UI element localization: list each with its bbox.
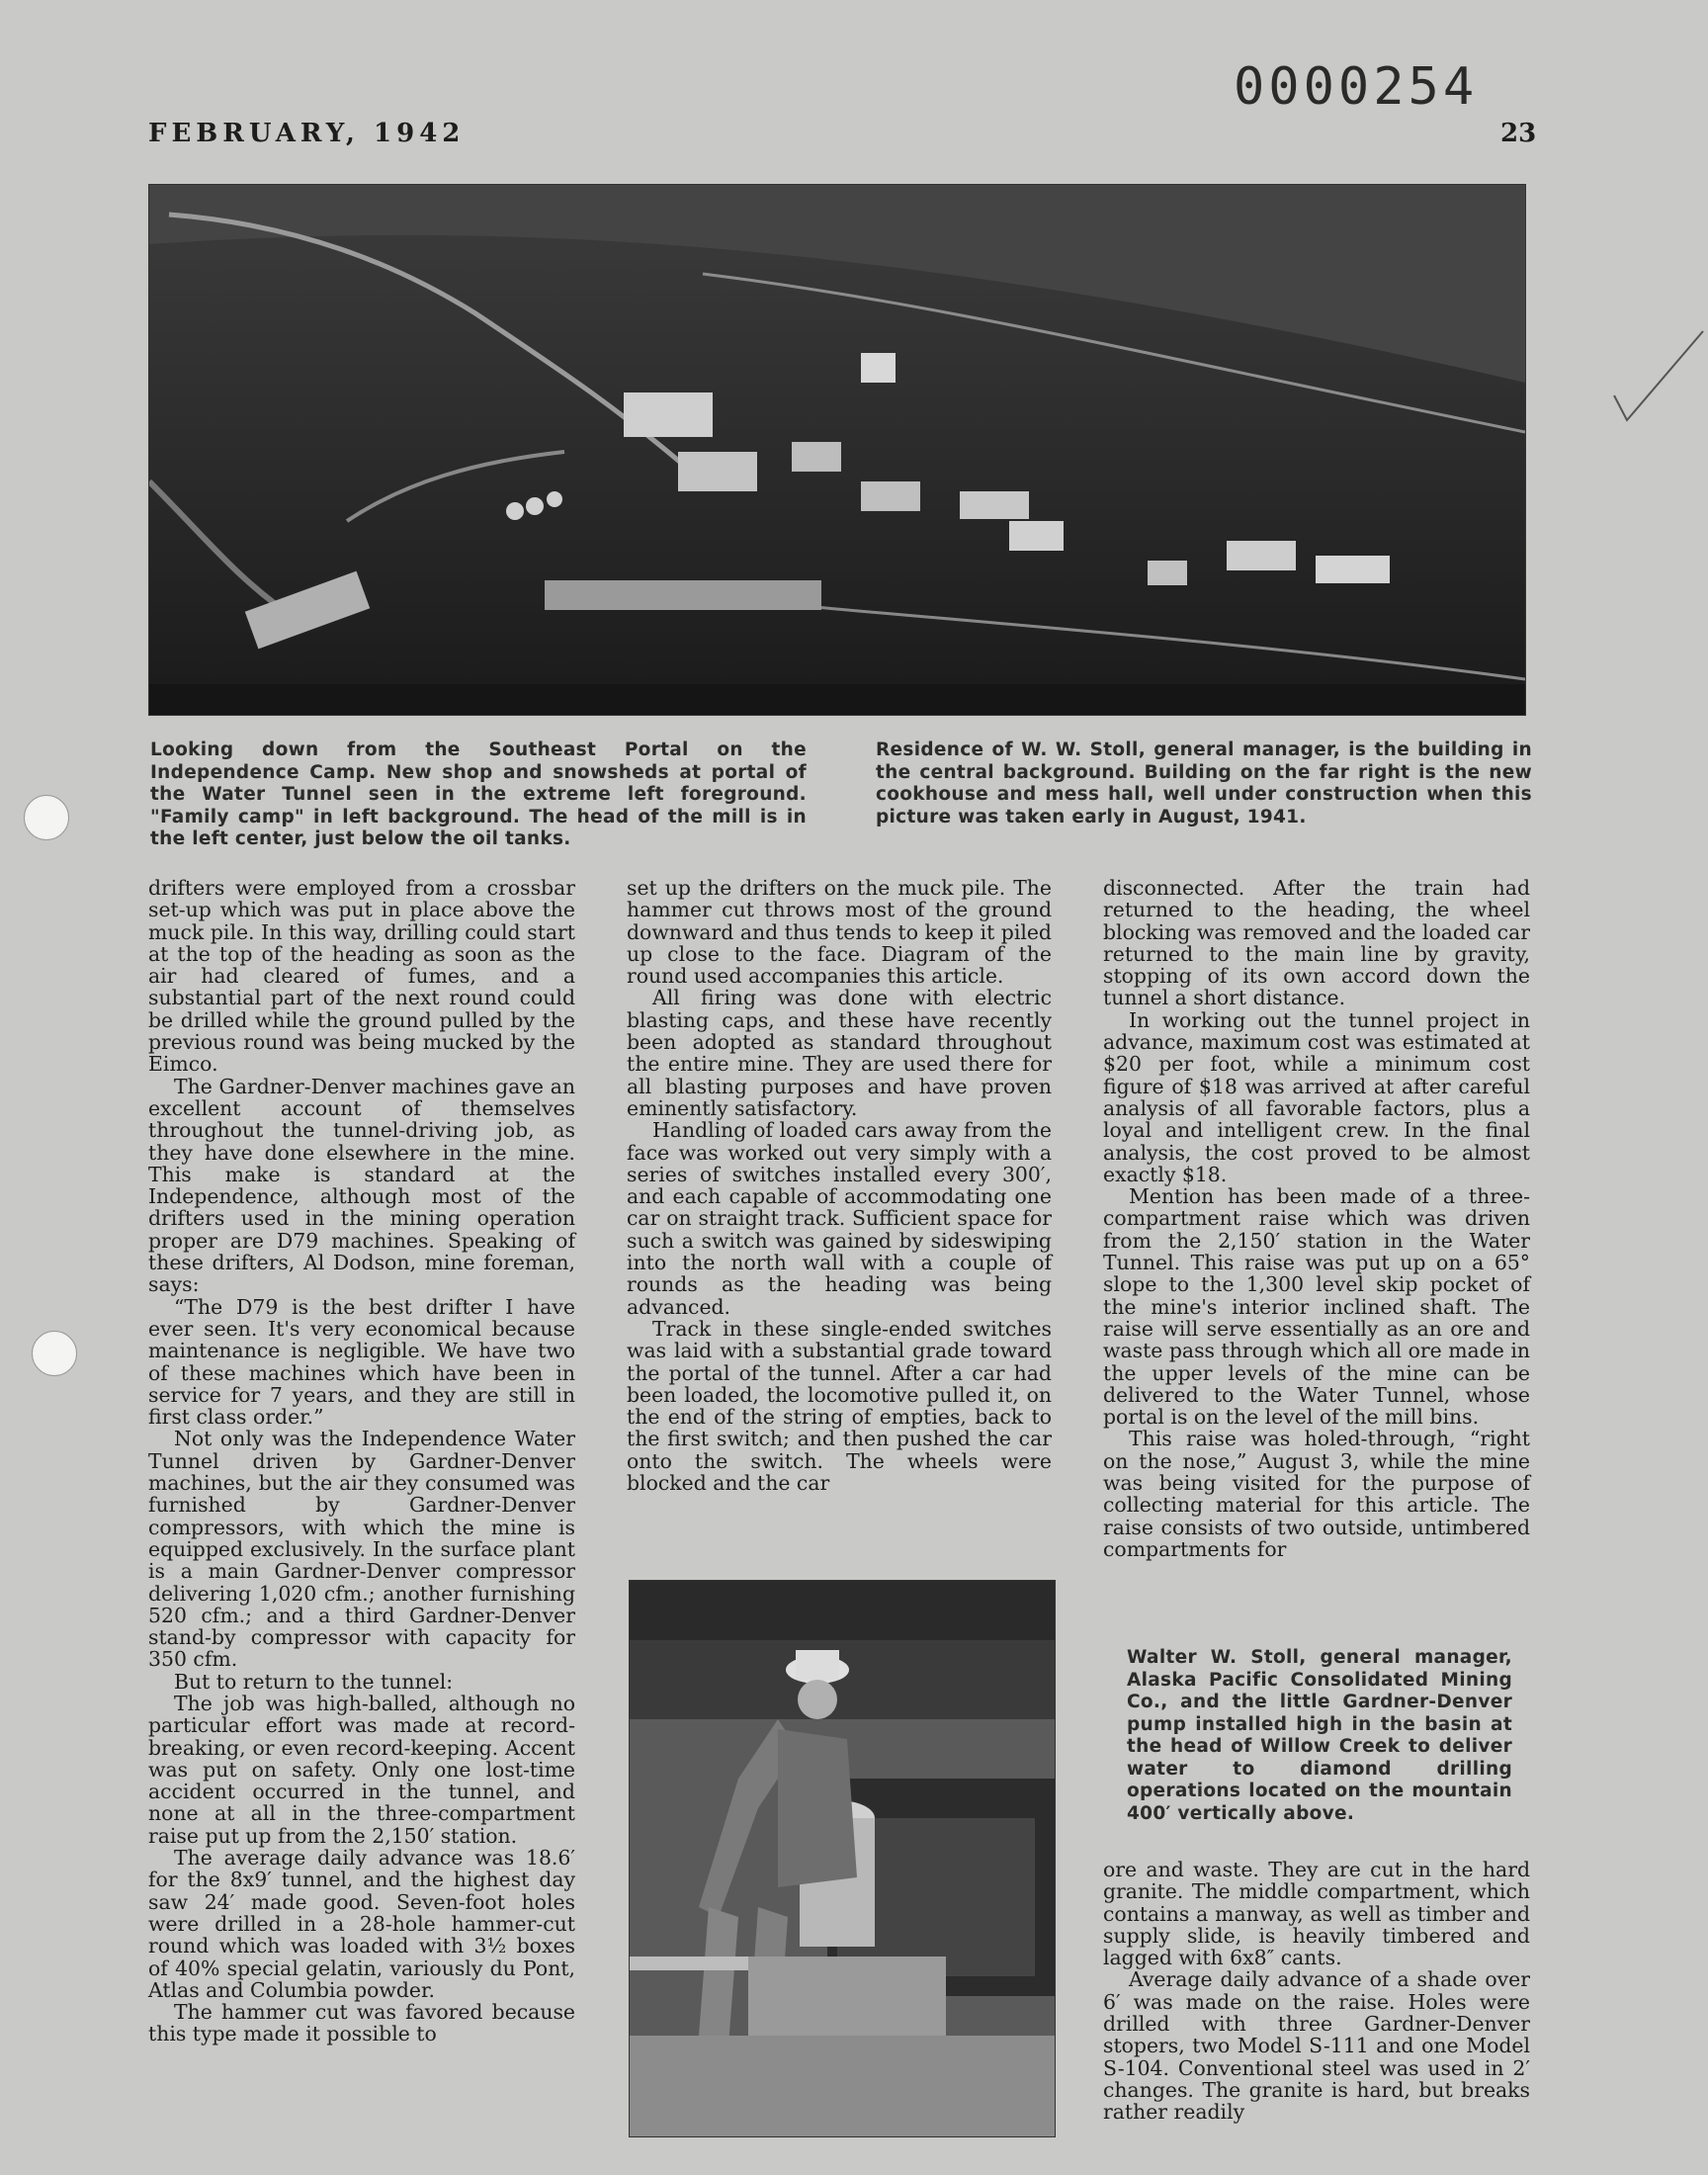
paragraph: set up the drifters on the muck pile. The hammer cut throws most of the ground downward and thus tends to keep it piled up close to the face. Diagram of the round used accompanies this article. <box>627 876 1052 989</box>
top-photo-caption-left: Looking down from the Southeast Portal on the Independence Camp. New shop and snowsheds at portal of the Water Tunnel seen in the extreme left foreground. "Family camp" in left background. The head of the mill is in the left center, just below the oil tanks. <box>150 740 807 849</box>
camp-aerial-photo <box>148 184 1526 716</box>
paragraph: disconnected. After the train had returned to the heading, the wheel blocking was removed and the loaded car returned to the main line by gravity, stopping of its own accord down the tunnel a short distance. <box>1103 876 1530 1010</box>
paragraph: The Gardner-Denver machines gave an excellent account of themselves throughout the tunnel-driving job, as they have done elsewhere in the mine. This make is standard at the Independence, although most of the drifters used in the mining operation proper are D79 machines. Speaking of these drifters, Al Dodson, mine foreman, says: <box>148 1074 575 1297</box>
pump-photo-caption: Walter W. Stoll, general manager, Alaska Pacific Consolidated Mining Co., and the little Gardner-Denver pump installed high in the basin at the head of Willow Creek to deliver water to diamond drilling operations located on the mountain 400′ vertically above. <box>1127 1647 1512 1824</box>
paragraph: The job was high-balled, although no particular effort was made at record-breaking, or even record-keeping. Accent was put on safety. Only one lost-time accident occurred in the tunnel, and none at all in the three-compartment raise put up from the 2,150′ station. <box>148 1691 575 1848</box>
paragraph: This raise was holed-through, “right on the nose,” August 3, while the mine was being visited for the purpose of collecting material for this article. The raise consists of two outside, untimbered compartments for <box>1103 1427 1530 1561</box>
paragraph: ore and waste. They are cut in the hard granite. The middle compartment, which contains a manway, as well as timber and supply slide, is heavily timbered and lagged with 6x8″ cants. <box>1103 1858 1530 1970</box>
issue-date: FEBRUARY, 1942 <box>148 119 466 148</box>
article-column-3-bottom <box>1103 1859 1530 2124</box>
article-column-2 <box>627 877 1052 1494</box>
paragraph: Handling of loaded cars away from the face was worked out very simply with a series of switches installed every 300′, and each capable of accommodating one car on straight track. Sufficient space for such a switch was gained by sideswiping into the north wall with a couple of rounds as the heading was being advanced. <box>627 1118 1052 1319</box>
paragraph: “The D79 is the best drifter I have ever seen. It's very economical because maintenance is negligible. We have two of these machines which have been in service for 7 years, and they are still in first class order.” <box>148 1294 575 1430</box>
paragraph: In working out the tunnel project in advance, maximum cost was estimated at $20 per foot, while a minimum cost figure of $18 was arrived at after careful analysis of all favorable factors, plus a loyal and intelligent crew. In the final analysis, the cost proved to be almost exactly $18. <box>1103 1007 1530 1186</box>
paragraph: drifters were employed from a crossbar set-up which was put in place above the muck pile. In this way, drilling could start at the top of the heading as soon as the air had cleared of fumes, and a substantial part of the next round could be drilled while the ground pulled by the previous round was being mucked by the Eimco. <box>148 876 575 1077</box>
paragraph: The hammer cut was favored because this type made it possible to <box>148 2000 575 2046</box>
paragraph: But to return to the tunnel: <box>174 1669 454 1694</box>
paragraph: Mention has been made of a three-compartment raise which was driven from the 2,150′ station in the Water Tunnel. This raise was put up on a 65° slope to the 1,300 level skip pocket of the mine's interior inclined shaft. The raise will serve essentially as an ore and waste pass through which all ore made in the upper levels of the mine can be delivered to the Water Tunnel, whose portal is on the level of the mill bins. <box>1103 1184 1530 1430</box>
paragraph: All firing was done with electric blasting caps, and these have recently been adopted as standard throughout the entire mine. They are used there for all blasting purposes and have proven eminently satisfactory. <box>627 986 1052 1120</box>
page-number: 23 <box>1500 119 1537 148</box>
pump-photo <box>629 1580 1056 2137</box>
paragraph: Not only was the Independence Water Tunnel driven by Gardner-Denver machines, but the air they consumed was furnished by Gardner-Denver compressors, with which the mine is equipped exclusively. In the surface plant is a main Gardner-Denver compressor delivering 1,020 cfm.; another furnishing 520 cfm.; and a third Gardner-Denver stand-by compressor with capacity for 350 cfm. <box>148 1427 575 1672</box>
paragraph: Average daily advance of a shade over 6′ was made on the raise. Holes were drilled with three Gardner-Denver stopers, two Model S-111 and one Model S-104. Conventional steel was used in 2′ changes. The granite is hard, but breaks rather readily <box>1103 1967 1530 2125</box>
pencil-checkmark <box>1609 326 1708 435</box>
paragraph: Track in these single-ended switches was laid with a substantial grade toward the portal of the tunnel. After a car had been loaded, the locomotive pulled it, on the end of the string of empties, back to the first switch; and then pushed the car onto the switch. The wheels were blocked and the car <box>627 1316 1052 1496</box>
article-column-1 <box>148 877 575 2045</box>
document-stamp-number: 0000254 <box>1234 57 1479 117</box>
binder-hole-bottom <box>32 1331 77 1376</box>
top-photo-caption-right: Residence of W. W. Stoll, general manager, is the building in the central background. Building on the far right is the new cookhouse and mess hall, well under construction when this picture was taken early in August, 1941. <box>876 740 1532 827</box>
paragraph: The average daily advance was 18.6′ for the 8x9′ tunnel, and the highest day saw 24′ made good. Seven-foot holes were drilled in a 28-hole hammer-cut round which was loaded with 3½ boxes of 40% special gelatin, variously du Pont, Atlas and Columbia powder. <box>148 1846 575 2002</box>
binder-hole-top <box>24 795 69 840</box>
article-column-3-top <box>1103 877 1530 1560</box>
